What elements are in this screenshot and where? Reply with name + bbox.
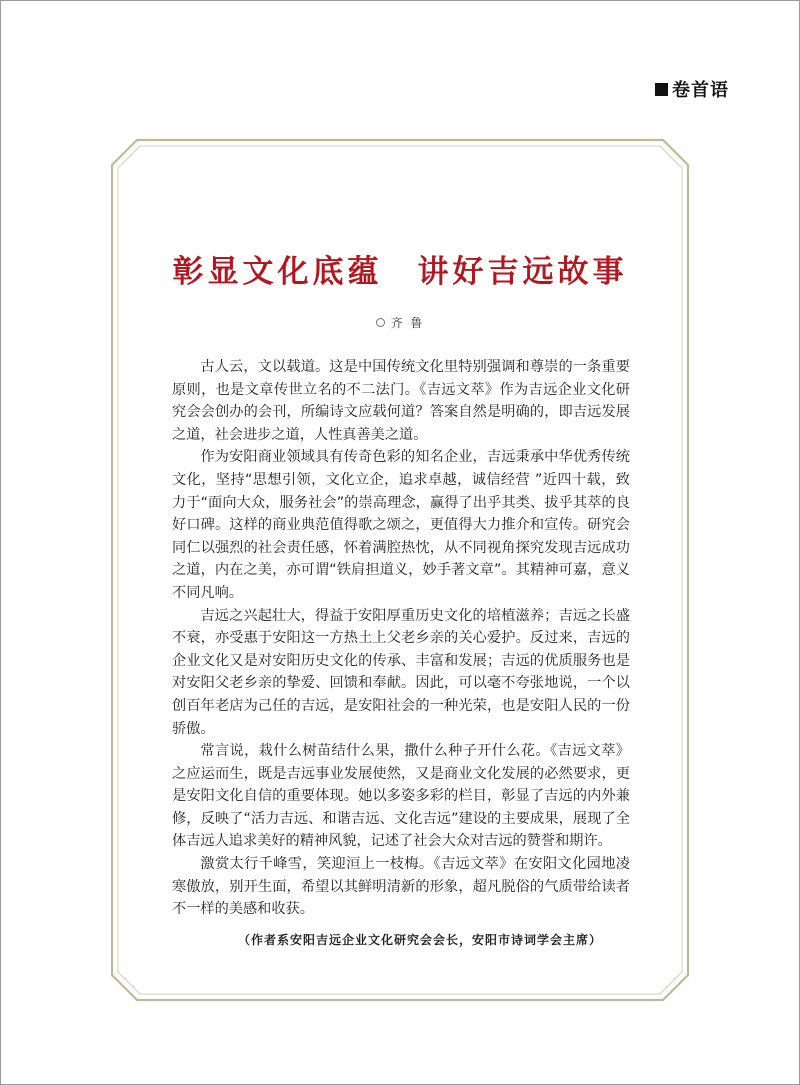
paragraph-5: 激赏太行千峰雪，笑迎洹上一枝梅。《吉远文萃》在安阳文化园地凌寒傲放，别开生面，希望以其鲜明清新的形象，超凡脱俗的气质带给读者不一样的美感和收获。 <box>172 856 630 918</box>
author-line <box>0 314 800 331</box>
paragraph-3: 吉远之兴起壮大，得益于安阳厚重历史文化的培植滋养；吉远之长盛不衰，亦受惠于安阳这一方热土上父老乡亲的关心爱护。反过来，吉远的企业文化又是对安阳历史文化的传承、丰富和发展；吉远的优质服务也是对安阳父老乡亲的挚爱、回馈和奉献。因此，可以毫不夸张地说，一个以创百年老店为己任的吉远，是安阳社会的一种光荣，也是安阳人民的一份骄傲。 <box>172 607 630 737</box>
paragraph-4: 常言说，栽什么树苗结什么果，撒什么种子开什么花。《吉远文萃》之应运而生，既是吉远事业发展使然，又是商业文化发展的必然要求，更是安阳文化自信的重要体现。她以多姿多彩的栏目，彰显了吉远的内外兼修，反映了“活力吉远、和谐吉远、文化吉远”建设的主要成果，展现了全体吉远人追求美好的精神风貌，记述了社会大众对吉远的赞誉和期许。 <box>172 743 630 850</box>
article-body <box>172 356 630 921</box>
article-title: 彰显文化底蕴 讲好吉远故事 <box>172 254 628 290</box>
paragraph-1: 古人云，文以载道。这是中国传统文化里特别强调和尊崇的一条重要原则，也是文章传世立名的不二法门。《吉远文萃》作为吉远企业文化研究会会创办的会刊，所编诗文应载何道？答案自然是明确的，即吉远发展之道，社会进步之道，人性真善美之道。 <box>172 359 630 443</box>
author-footnote: （作者系安阳吉远企业文化研究会会长，安阳市诗词学会主席） <box>237 933 602 947</box>
paragraph-2: 作为安阳商业领域具有传奇色彩的知名企业，吉远秉承中华优秀传统文化，坚持“思想引领，文化立企，追求卓越，诚信经营 ”近四十载，致力于“面向大众，服务社会”的崇高理念，赢得了出乎其类、拔乎其萃的良好口碑。这样的商业典范值得歌之颂之，更值得大力推介和宣传。研究会同仁以强烈的社会责任感，怀着满腔热忱，从不同视角探究发现吉远成功之道，内在之美，亦可谓“铁肩担道义，妙手著文章”。其精神可嘉，意义不同凡响。 <box>172 449 630 601</box>
author-name: 齐 鲁 <box>390 316 425 330</box>
circle-bullet-icon <box>376 318 385 327</box>
section-tag-label: 卷首语 <box>672 80 729 101</box>
